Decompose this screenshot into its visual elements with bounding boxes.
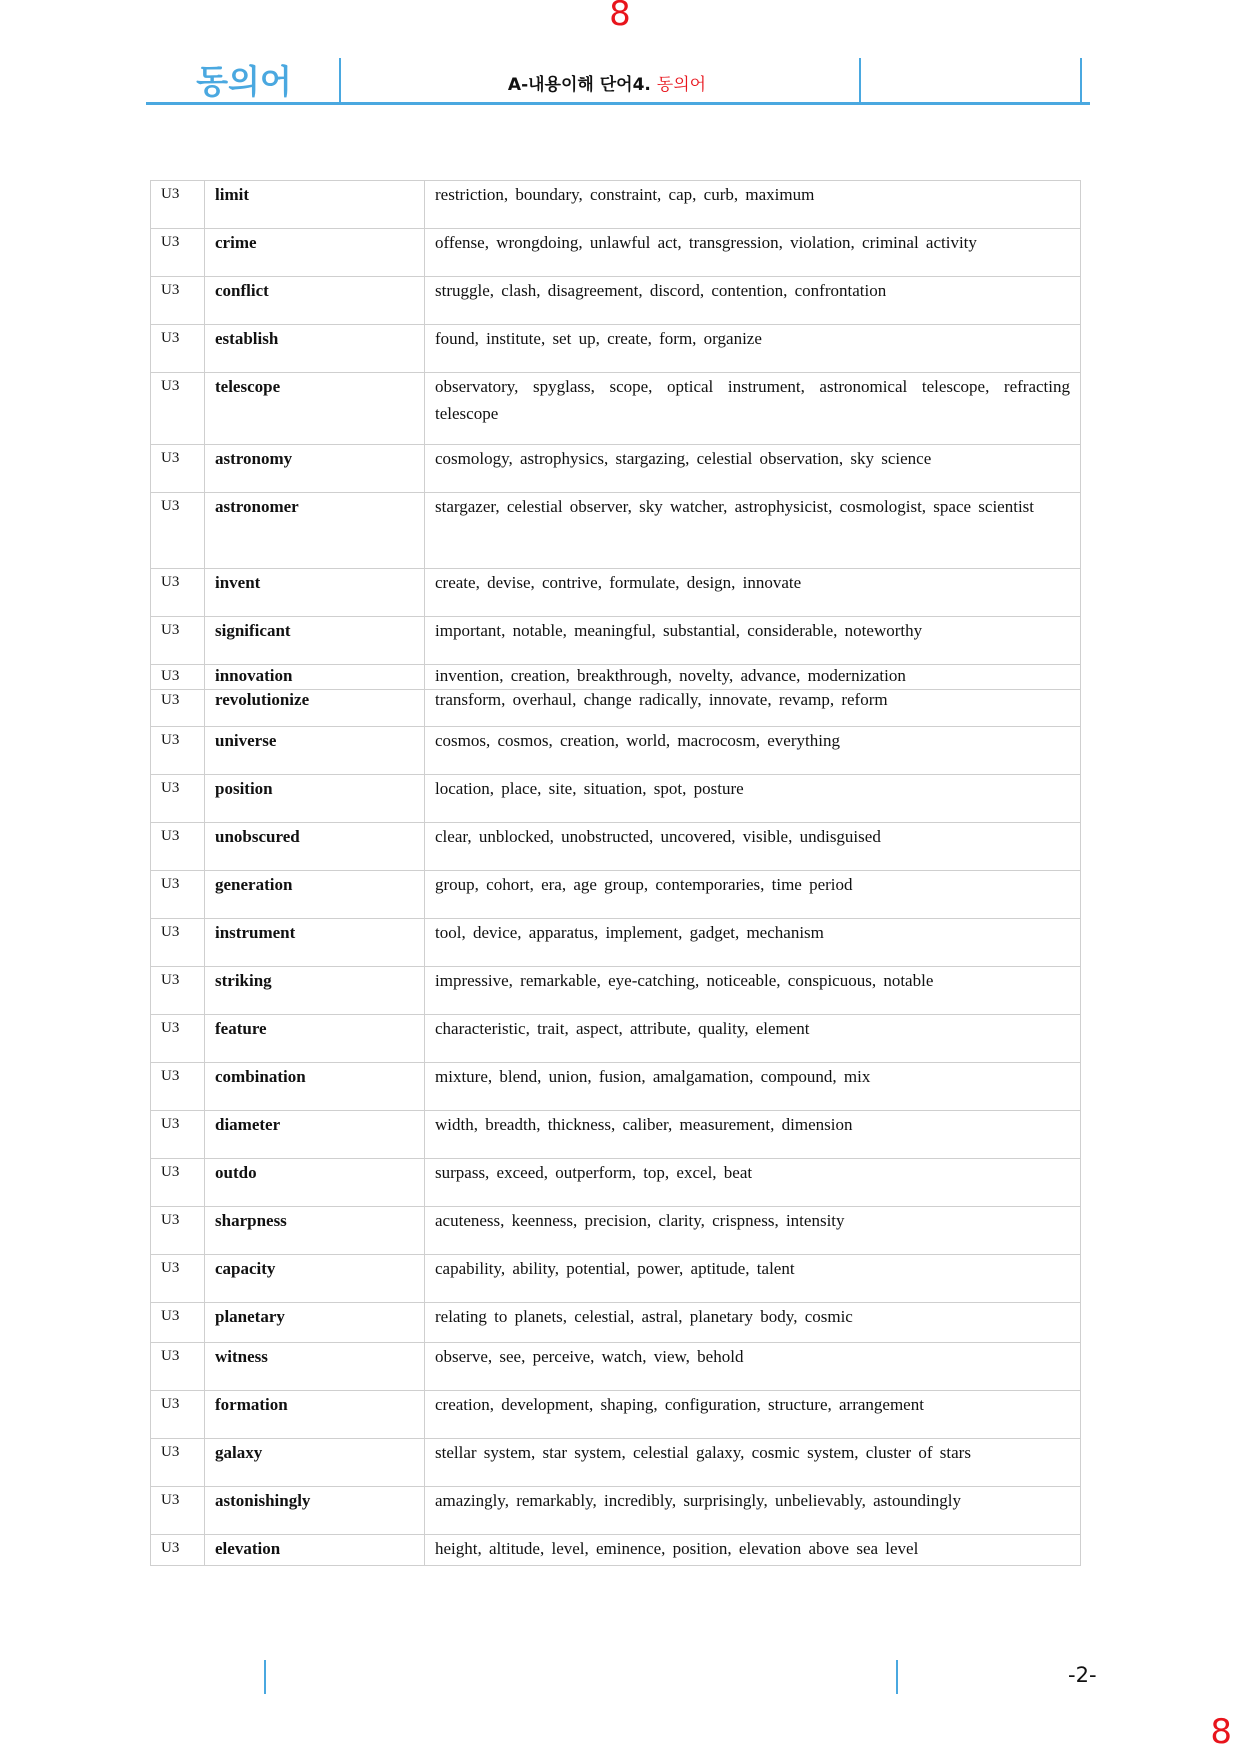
unit-cell: U3: [151, 690, 205, 727]
synonyms-cell: restriction, boundary, constraint, cap, curb, maximum: [425, 181, 1081, 229]
synonyms-cell: impressive, remarkable, eye-catching, noticeable, conspicuous, notable: [425, 967, 1081, 1015]
table-row: [151, 1535, 1081, 1566]
synonyms-cell: acuteness, keenness, precision, clarity, crispness, intensity: [425, 1207, 1081, 1255]
synonyms-cell: clear, unblocked, unobstructed, uncovered, visible, undisguised: [425, 823, 1081, 871]
word-cell: elevation: [205, 1535, 425, 1566]
table-row: [151, 617, 1081, 665]
page-header: [146, 58, 1090, 105]
word-cell: revolutionize: [205, 690, 425, 727]
table-row: [151, 1255, 1081, 1303]
table-row: [151, 229, 1081, 277]
unit-cell: U3: [151, 229, 205, 277]
unit-cell: U3: [151, 445, 205, 493]
unit-cell: U3: [151, 1303, 205, 1343]
unit-cell: U3: [151, 967, 205, 1015]
unit-cell: U3: [151, 1111, 205, 1159]
synonyms-cell: offense, wrongdoing, unlawful act, transgression, violation, criminal activity: [425, 229, 1081, 277]
header-title: 동의어: [196, 62, 292, 101]
word-cell: feature: [205, 1015, 425, 1063]
word-cell: invent: [205, 569, 425, 617]
word-cell: limit: [205, 181, 425, 229]
table-row: [151, 871, 1081, 919]
word-cell: formation: [205, 1391, 425, 1439]
unit-cell: U3: [151, 1487, 205, 1535]
synonyms-cell: found, institute, set up, create, form, organize: [425, 325, 1081, 373]
word-cell: outdo: [205, 1159, 425, 1207]
table-row: [151, 569, 1081, 617]
synonyms-cell: struggle, clash, disagreement, discord, contention, confrontation: [425, 277, 1081, 325]
table-row: [151, 1391, 1081, 1439]
word-cell: instrument: [205, 919, 425, 967]
synonyms-cell: characteristic, trait, aspect, attribute, quality, element: [425, 1015, 1081, 1063]
word-cell: position: [205, 775, 425, 823]
table-row: [151, 919, 1081, 967]
unit-cell: U3: [151, 617, 205, 665]
table-row: [151, 181, 1081, 229]
synonyms-cell: width, breadth, thickness, caliber, measurement, dimension: [425, 1111, 1081, 1159]
synonyms-cell: create, devise, contrive, formulate, design, innovate: [425, 569, 1081, 617]
unit-cell: U3: [151, 1535, 205, 1566]
synonyms-cell: group, cohort, era, age group, contemporaries, time period: [425, 871, 1081, 919]
header-subtitle: [342, 70, 872, 95]
table-row: [151, 1207, 1081, 1255]
word-cell: significant: [205, 617, 425, 665]
unit-cell: U3: [151, 277, 205, 325]
table-row: [151, 373, 1081, 445]
unit-cell: U3: [151, 665, 205, 690]
synonyms-cell: observe, see, perceive, watch, view, behold: [425, 1343, 1081, 1391]
table-row: [151, 1303, 1081, 1343]
synonym-table: [150, 180, 1081, 1566]
synonyms-cell: important, notable, meaningful, substantial, considerable, noteworthy: [425, 617, 1081, 665]
table-row: [151, 1343, 1081, 1391]
word-cell: universe: [205, 727, 425, 775]
table-row: [151, 445, 1081, 493]
word-cell: generation: [205, 871, 425, 919]
table-row: [151, 1063, 1081, 1111]
unit-cell: U3: [151, 493, 205, 569]
word-cell: unobscured: [205, 823, 425, 871]
table-row: [151, 1439, 1081, 1487]
table-row: [151, 727, 1081, 775]
word-cell: witness: [205, 1343, 425, 1391]
unit-cell: U3: [151, 1207, 205, 1255]
unit-cell: U3: [151, 919, 205, 967]
word-cell: planetary: [205, 1303, 425, 1343]
unit-cell: U3: [151, 1439, 205, 1487]
footer-divider-right: [896, 1660, 898, 1694]
table-row: [151, 967, 1081, 1015]
word-cell: conflict: [205, 277, 425, 325]
synonyms-cell: location, place, site, situation, spot, posture: [425, 775, 1081, 823]
unit-cell: U3: [151, 727, 205, 775]
table-row: [151, 775, 1081, 823]
table-row: [151, 690, 1081, 727]
footer-page-number: -2-: [1068, 1663, 1097, 1687]
synonyms-cell: relating to planets, celestial, astral, planetary body, cosmic: [425, 1303, 1081, 1343]
word-cell: galaxy: [205, 1439, 425, 1487]
unit-cell: U3: [151, 1343, 205, 1391]
unit-cell: U3: [151, 569, 205, 617]
footer-divider-left: [264, 1660, 266, 1694]
table-row: [151, 1015, 1081, 1063]
word-cell: diameter: [205, 1111, 425, 1159]
unit-cell: U3: [151, 1015, 205, 1063]
word-cell: astronomy: [205, 445, 425, 493]
page-marker-corner: 8: [1210, 1712, 1232, 1752]
synonyms-cell: cosmology, astrophysics, stargazing, celestial observation, sky science: [425, 445, 1081, 493]
word-cell: crime: [205, 229, 425, 277]
unit-cell: U3: [151, 1063, 205, 1111]
page-marker-top: 8: [609, 0, 631, 34]
table-row: [151, 1487, 1081, 1535]
synonyms-cell: transform, overhaul, change radically, innovate, revamp, reform: [425, 690, 1081, 727]
table-row: [151, 277, 1081, 325]
word-cell: striking: [205, 967, 425, 1015]
word-cell: astonishingly: [205, 1487, 425, 1535]
unit-cell: U3: [151, 373, 205, 445]
header-subtitle-prefix: A-내용이해 단어4.: [507, 75, 651, 95]
synonyms-cell: cosmos, cosmos, creation, world, macrocosm, everything: [425, 727, 1081, 775]
header-divider-right: [1080, 58, 1082, 102]
synonyms-cell: tool, device, apparatus, implement, gadget, mechanism: [425, 919, 1081, 967]
synonyms-cell: height, altitude, level, eminence, position, elevation above sea level: [425, 1535, 1081, 1566]
unit-cell: U3: [151, 1159, 205, 1207]
synonyms-cell: observatory, spyglass, scope, optical instrument, astronomical telescope, refracting telescope: [425, 373, 1081, 445]
table-row: [151, 665, 1081, 690]
word-cell: astronomer: [205, 493, 425, 569]
synonyms-cell: invention, creation, breakthrough, novelty, advance, modernization: [425, 665, 1081, 690]
synonyms-cell: creation, development, shaping, configuration, structure, arrangement: [425, 1391, 1081, 1439]
synonyms-cell: mixture, blend, union, fusion, amalgamation, compound, mix: [425, 1063, 1081, 1111]
word-cell: innovation: [205, 665, 425, 690]
unit-cell: U3: [151, 1391, 205, 1439]
header-divider-middle: [859, 58, 861, 102]
synonyms-cell: stellar system, star system, celestial galaxy, cosmic system, cluster of stars: [425, 1439, 1081, 1487]
table-row: [151, 1159, 1081, 1207]
synonyms-cell: stargazer, celestial observer, sky watcher, astrophysicist, cosmologist, space scientist: [425, 493, 1081, 569]
table-row: [151, 493, 1081, 569]
word-cell: combination: [205, 1063, 425, 1111]
unit-cell: U3: [151, 181, 205, 229]
synonyms-cell: amazingly, remarkably, incredibly, surprisingly, unbelievably, astoundingly: [425, 1487, 1081, 1535]
unit-cell: U3: [151, 775, 205, 823]
word-cell: establish: [205, 325, 425, 373]
unit-cell: U3: [151, 823, 205, 871]
table-row: [151, 823, 1081, 871]
synonyms-cell: capability, ability, potential, power, aptitude, talent: [425, 1255, 1081, 1303]
word-cell: capacity: [205, 1255, 425, 1303]
header-divider-left: [339, 58, 341, 102]
unit-cell: U3: [151, 325, 205, 373]
unit-cell: U3: [151, 871, 205, 919]
unit-cell: U3: [151, 1255, 205, 1303]
synonyms-cell: surpass, exceed, outperform, top, excel, beat: [425, 1159, 1081, 1207]
table-row: [151, 325, 1081, 373]
header-subtitle-accent: 동의어: [656, 75, 707, 95]
word-cell: sharpness: [205, 1207, 425, 1255]
table-row: [151, 1111, 1081, 1159]
word-cell: telescope: [205, 373, 425, 445]
